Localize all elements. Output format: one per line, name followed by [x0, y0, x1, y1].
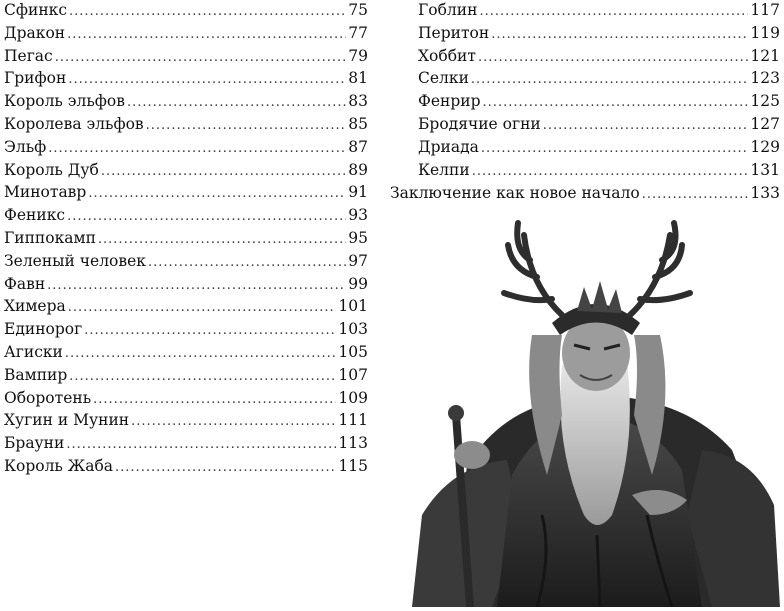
- horned-king-illustration: [412, 215, 780, 607]
- toc-entry-page: 101: [338, 297, 368, 316]
- toc-entry-title: Брауни: [4, 434, 65, 453]
- toc-entry-title: Фенрир: [418, 92, 481, 111]
- toc-entry-page: 93: [348, 206, 368, 225]
- toc-entry-title: Оборотень: [4, 388, 92, 407]
- toc-entry-title: Селки: [418, 69, 469, 88]
- leader-dots: [543, 115, 749, 138]
- toc-entry[interactable]: [4, 341, 368, 364]
- toc-entry-page: 89: [348, 160, 368, 179]
- leader-dots: [471, 69, 749, 92]
- toc-entry-page: 81: [348, 69, 368, 88]
- toc-left-column: [4, 0, 368, 478]
- toc-entry[interactable]: [418, 0, 780, 22]
- toc-entry[interactable]: [4, 159, 368, 182]
- toc-entry[interactable]: [418, 22, 780, 45]
- toc-entry[interactable]: [4, 204, 368, 227]
- toc-entry-page: 131: [750, 160, 780, 179]
- toc-entry-page: 91: [348, 183, 368, 202]
- toc-entry[interactable]: [4, 227, 368, 250]
- toc-entry-title: Пегас: [4, 46, 53, 65]
- toc-entry-page: 107: [338, 365, 368, 384]
- toc-entry-page: 109: [338, 388, 368, 407]
- toc-entry-title: Хоббит: [418, 46, 476, 65]
- horned-king-drawing: [412, 215, 780, 607]
- toc-entry-title: Гиппокамп: [4, 228, 96, 247]
- leader-dots: [47, 275, 346, 298]
- leader-dots: [66, 434, 336, 457]
- toc-entry-page: 77: [348, 23, 368, 42]
- toc-entry-page: 115: [338, 456, 368, 475]
- toc-entry[interactable]: [4, 387, 368, 410]
- toc-entry-title: Дракон: [4, 23, 66, 42]
- leader-dots: [472, 161, 749, 184]
- toc-entry-page: 127: [750, 114, 780, 133]
- leader-dots: [55, 47, 347, 70]
- toc-entry-page: 85: [348, 114, 368, 133]
- toc-entry-title: Хугин и Мунин: [4, 411, 130, 430]
- leader-dots: [69, 1, 346, 24]
- toc-entry[interactable]: [4, 0, 368, 22]
- toc-entry[interactable]: [4, 318, 368, 341]
- toc-entry-title: Феникс: [4, 206, 66, 225]
- leader-dots: [642, 184, 749, 207]
- toc-entry[interactable]: [4, 455, 368, 478]
- toc-entry-title: Гоблин: [418, 1, 478, 19]
- leader-dots: [483, 92, 749, 115]
- toc-entry[interactable]: [418, 67, 780, 90]
- leader-dots: [148, 252, 346, 275]
- toc-entry-title: Король Жаба: [4, 456, 114, 475]
- leader-dots: [65, 343, 337, 366]
- toc-entry-page: 95: [348, 228, 368, 247]
- leader-dots: [479, 1, 748, 24]
- toc-entry-page: 125: [750, 92, 780, 111]
- leader-dots: [69, 366, 336, 389]
- leader-dots: [146, 115, 347, 138]
- toc-entry-title: Агиски: [4, 342, 63, 361]
- leader-dots: [127, 92, 346, 115]
- toc-entry[interactable]: [418, 159, 780, 182]
- toc-entry-page: 117: [750, 1, 780, 19]
- toc-entry-page: 111: [338, 411, 368, 430]
- toc-entry-page: 105: [338, 342, 368, 361]
- toc-entry-title: Минотавр: [4, 183, 87, 202]
- leader-dots: [491, 24, 748, 47]
- toc-entry-title: Бродячие огни: [418, 114, 541, 133]
- leader-dots: [68, 69, 346, 92]
- toc-entry-title: Келпи: [418, 160, 470, 179]
- toc-entry-page: 97: [348, 251, 368, 270]
- toc-right-column: [418, 0, 780, 181]
- toc-entry[interactable]: [4, 22, 368, 45]
- toc-entry[interactable]: [418, 136, 780, 159]
- toc-entry-title: Заключение как новое начало: [390, 184, 640, 203]
- toc-entry-title: Король эльфов: [4, 92, 125, 111]
- toc-entry-title: Король Дуб: [4, 160, 99, 179]
- toc-entry[interactable]: [4, 136, 368, 159]
- toc-entry[interactable]: [4, 273, 368, 296]
- leader-dots: [67, 206, 346, 229]
- toc-entry-title: Единорог: [4, 320, 83, 339]
- toc-entry[interactable]: [4, 295, 368, 318]
- toc-entry-title: Королева эльфов: [4, 114, 144, 133]
- toc-entry-page: 83: [348, 92, 368, 111]
- leader-dots: [101, 161, 346, 184]
- leader-dots: [98, 229, 346, 252]
- toc-entry-page: 87: [348, 137, 368, 156]
- leader-dots: [88, 183, 346, 206]
- toc-entry[interactable]: [4, 181, 368, 204]
- toc-entry-title: Грифон: [4, 69, 67, 88]
- toc-entry-title: Химера: [4, 297, 66, 316]
- leader-dots: [481, 138, 749, 161]
- toc-entry[interactable]: [4, 90, 368, 113]
- toc-entry[interactable]: [4, 432, 368, 455]
- toc-entry[interactable]: [4, 67, 368, 90]
- toc-entry-page: 113: [338, 434, 368, 453]
- toc-entry-title: Дриада: [418, 137, 479, 156]
- toc-entry[interactable]: [4, 364, 368, 387]
- toc-entry[interactable]: [418, 45, 780, 68]
- leader-dots: [67, 24, 346, 47]
- toc-entry-title: Эльф: [4, 137, 47, 156]
- toc-entry[interactable]: [4, 45, 368, 68]
- toc-entry[interactable]: [4, 250, 368, 273]
- toc-entry-page: 119: [750, 23, 780, 42]
- toc-entry-title: Зеленый человек: [4, 251, 146, 270]
- toc-entry-page: 75: [348, 1, 368, 19]
- toc-entry[interactable]: [418, 90, 780, 113]
- leader-dots: [131, 411, 336, 434]
- toc-entry-title: Вампир: [4, 365, 68, 384]
- toc-entry-title: Сфинкс: [4, 1, 68, 19]
- leader-dots: [48, 138, 346, 161]
- leader-dots: [93, 389, 336, 412]
- toc-entry-title: Перитон: [418, 23, 490, 42]
- leader-dots: [84, 320, 336, 343]
- toc-entry-conclusion[interactable]: [390, 182, 780, 205]
- toc-entry-page: 133: [750, 184, 780, 203]
- toc-entry-page: 123: [750, 69, 780, 88]
- leader-dots: [68, 297, 337, 320]
- leader-dots: [478, 47, 748, 70]
- toc-entry-page: 129: [750, 137, 780, 156]
- toc-entry-page: 103: [338, 320, 368, 339]
- toc-entry[interactable]: [4, 113, 368, 136]
- toc-entry-page: 99: [348, 274, 368, 293]
- toc-entry[interactable]: [418, 113, 780, 136]
- toc-entry-page: 121: [750, 46, 780, 65]
- toc-entry-title: Фавн: [4, 274, 46, 293]
- toc-entry[interactable]: [4, 409, 368, 432]
- toc-entry-page: 79: [348, 46, 368, 65]
- toc-closing-block: [390, 182, 780, 205]
- leader-dots: [115, 457, 336, 480]
